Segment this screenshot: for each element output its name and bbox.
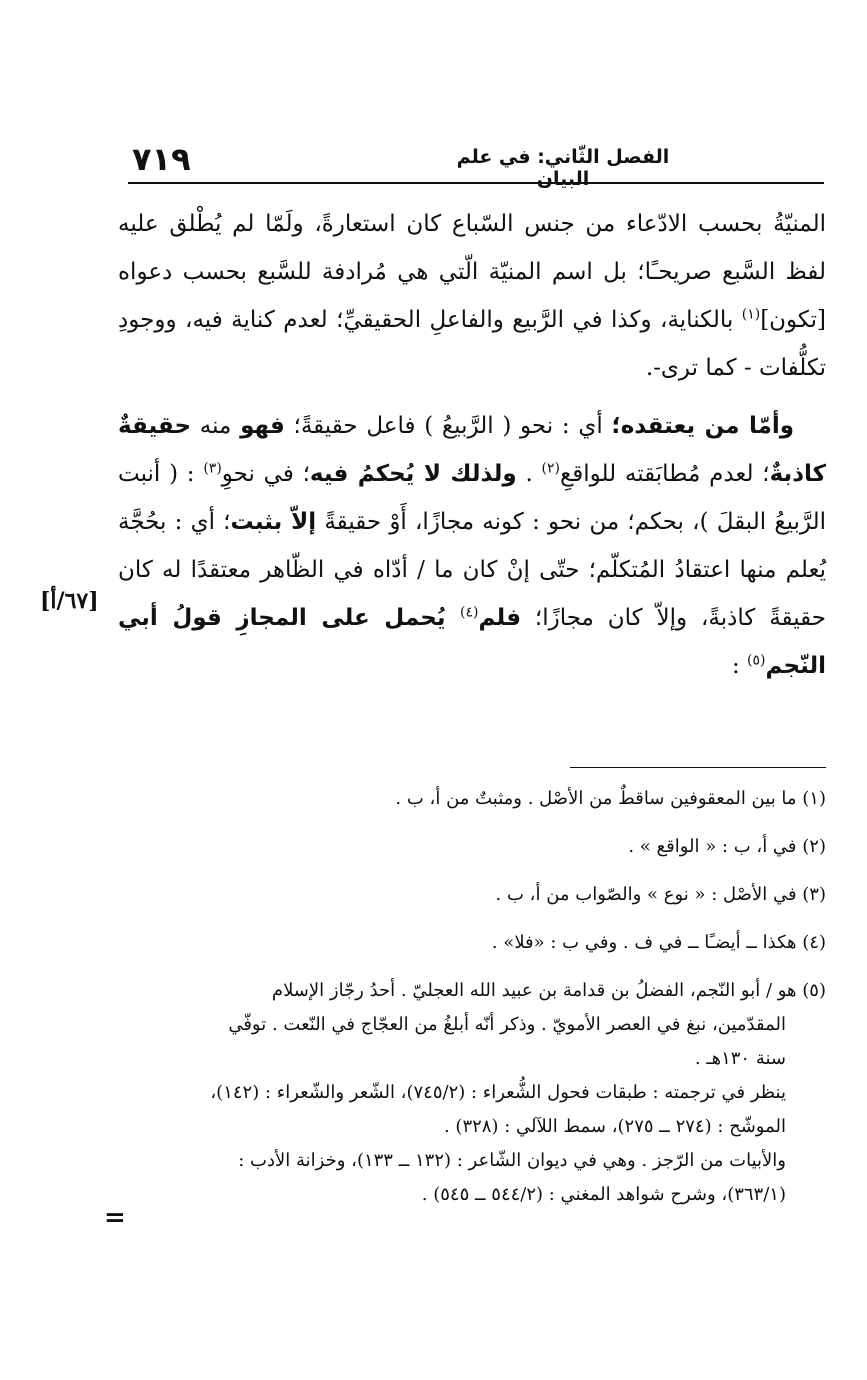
footnote-5-line-3: سنة ١٣٠هـ . [694, 1048, 786, 1069]
page-number: ٧١٩ [132, 140, 191, 178]
footnote-5-line-2: المقدّمين، نبغ في العصر الأمويّ . وذكر أنّه أبلغُ من العجّاج في النّعت . توفّي [228, 1014, 786, 1035]
continuation-mark: = [104, 1203, 126, 1233]
p2-text-7: ؛ أي : بحُجَّة يُعلم منها اعتقادُ المُتكلّم؛ حتّى إنْ كان ما / أدّاه في الظّاهر معتقدًا له كان حقيقةً كاذبةً، وإلاّ كان مجازًا؛ [118, 509, 826, 631]
p2-bold-1: وأمّا من يعتقده؛ [611, 413, 794, 439]
footnote-ref-3[interactable]: (٣) [203, 460, 222, 477]
footnote-5-ref-2: الموشّح : (٢٧٤ ــ ٢٧٥)، سمط اللآلي : (٣٢٨) . [443, 1116, 786, 1137]
running-title: الفصل الثّاني: في علم البيان [456, 146, 670, 190]
p2-text-6: : ( أنبت الرَّبيعُ البقلَ )، بحكم؛ من نحو : كونه مجازًا، أَوْ حقيقةً [118, 461, 827, 535]
p2-text-2: منه [191, 413, 241, 439]
footnote-4: (٤) هكذا ــ أيضـًا ــ في ف . وفي ب : «فلا» . [491, 932, 826, 953]
footnote-3: (٣) في الأصْل : « نوع » والصّواب من أ، ب . [495, 884, 826, 905]
p2-text-4: . [516, 461, 542, 487]
p2-bold-6: فلم [478, 605, 522, 631]
footnotes [118, 782, 826, 1212]
footnote-ref-4[interactable]: (٤) [460, 604, 479, 621]
paragraph-1 [118, 200, 826, 392]
p2-bold-3: حقيقةٌ كاذبةٌ [118, 413, 827, 487]
p1-line-4: ووجودِ تكلُّفات - كما ترى-. [118, 307, 826, 381]
footnote-5-ref-4: (٣٦٣/١)، وشرح شواهد المغني : (٥٤٤/٢ ــ ٥٤٥) . [421, 1184, 786, 1205]
p2-text-5: ؛ في نحوِ [221, 461, 310, 487]
p2-text-8: : [731, 653, 747, 679]
footnote-5-ref-3: والأبيات من الرّجز . وهي في ديوان الشّاعر : (١٣٢ ــ ١٣٣)، وخزانة الأدب : [238, 1150, 786, 1171]
p2-bold-7: يُحمل على المجازِ قولُ أبي النّجم [118, 605, 826, 679]
footnote-5-line-1: (٥) هو / أبو النّجم، الفضلُ بن قدامة بن عبيد الله العجليّ . أحدُ رجّاز الإسلام [271, 980, 826, 1001]
p1-line-3: بالكناية، وكذا في الرَّبيع والفاعلِ الحقيقيِّ؛ لعدم كناية فيه، [185, 307, 734, 333]
footnote-ref-5[interactable]: (٥) [747, 652, 766, 669]
paragraph-2 [118, 402, 826, 690]
p1-line-1: المنيّةُ بحسب الادّعاء من جنس السّباع كان استعارةً، ولَمّا لم يُطْلق عليه [118, 211, 826, 237]
footnote-2: (٢) في أ، ب : « الواقع » . [628, 836, 826, 857]
footnote-separator [570, 767, 826, 768]
footnote-5 [118, 974, 826, 1212]
p1-bracket-insert: [تكون] [760, 307, 827, 333]
p2-bold-2: فهو [240, 413, 285, 439]
page-header [128, 138, 824, 190]
p1-line-2: لفظ السَّبع صريحـًا؛ بل اسم المنيّة الّتي هي مُرادفة للسَّبع بحسب دعواه [118, 259, 826, 285]
main-text [118, 200, 826, 700]
footnote-1: (١) ما بين المعقوفين ساقطٌ من الأصْل . ومثبتٌ من أ، ب . [395, 788, 826, 809]
p2-bold-5: إلاّ بثبت [230, 509, 317, 535]
p2-bold-4: ولذلك لا يُحكمُ فيه [309, 461, 517, 487]
manuscript-folio-marker: [٦٧/أ] [40, 588, 99, 614]
footnote-ref-2[interactable]: (٢) [541, 460, 560, 477]
footnote-ref-1[interactable]: (١) [741, 306, 761, 323]
p2-text-1: أي : نحو ( الرَّبيعُ ) فاعل حقيقةً؛ [284, 413, 612, 439]
p2-text-3: ؛ لعدم مُطابَقته للواقعِ [559, 461, 770, 487]
footnote-5-ref-1: ينظر في ترجمته : طبقات فحول الشُّعراء : (٧٤٥/٢)، الشّعر والشّعراء : (١٤٢)، [210, 1082, 786, 1103]
